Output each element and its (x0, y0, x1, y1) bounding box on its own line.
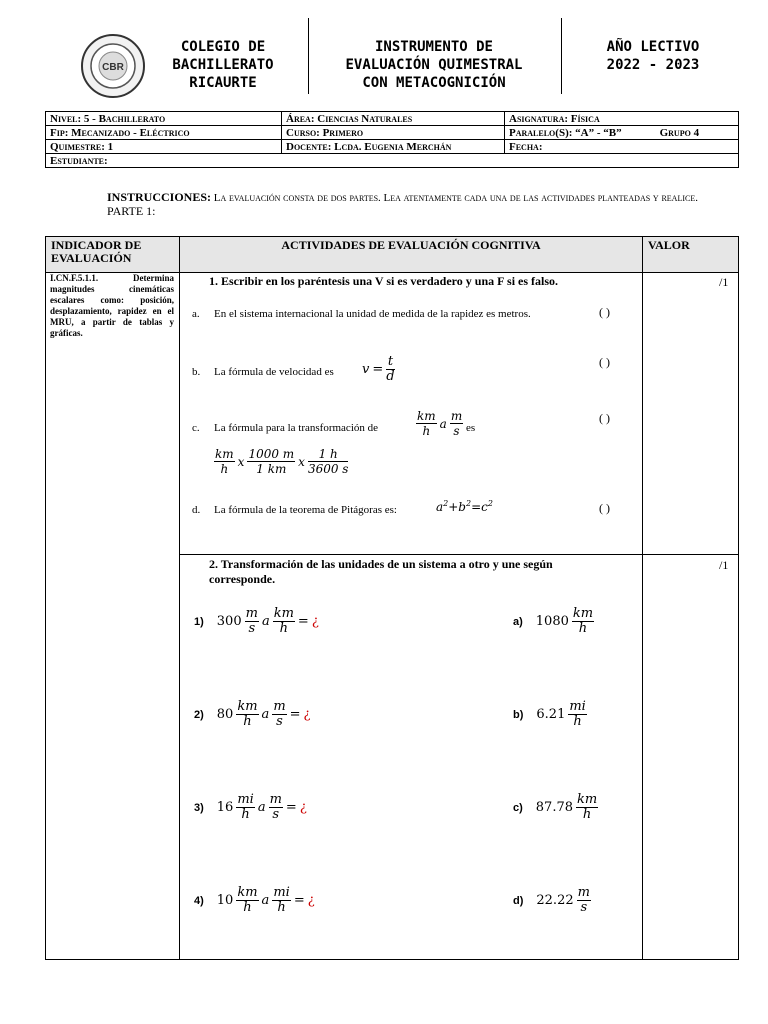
col-indicador: INDICADOR DE EVALUACIÓN (51, 238, 142, 265)
velocity-formula: v = $\frac{t}{d}$ (362, 354, 395, 384)
grupo: Grupo 4 (659, 126, 700, 139)
instrument-title: INSTRUMENTO DE EVALUACIÓN QUIMESTRAL CON METACOGNICIÓN (345, 39, 523, 91)
estudiante[interactable]: Estudiante: (46, 154, 739, 168)
docente: Docente: Lcda. Eugenia Merchán (282, 140, 505, 154)
part-label: PARTE 1: (107, 204, 156, 218)
indicator-text: I.CN.F.5.1.1. Determina magnitudes cinemáticas escalares como: posición, desplazamiento, rapidez en el MRU, a partir de tablas y gráficas. (50, 273, 174, 338)
q2-title: 2. Transformación de las unidades de un sistema a otro y une según corresponde. (209, 557, 553, 586)
conversion-units: $\frac{km}{h}$ a $\frac{m}{s}$ (417, 409, 463, 438)
q2-left-1: 1) 300 $\frac{m}{s}$ a $\frac{km}{h}$ = ¿ (194, 606, 319, 636)
q1-a-label: a. (192, 308, 200, 320)
q1-b-text: La fórmula de velocidad es (214, 366, 334, 378)
q1-b-answer[interactable]: ( ) (599, 355, 610, 369)
col-valor: VALOR (648, 238, 690, 252)
q2-right-b: b) 6.21 $\frac{mi}{h}$ (513, 699, 586, 729)
school-year: AÑO LECTIVO 2022 - 2023 (606, 39, 700, 73)
school-name: COLEGIO DE BACHILLERATO RICAURTE (172, 39, 274, 91)
curso: Curso: Primero (282, 126, 505, 140)
quimestre: Quimestre: 1 (46, 140, 282, 154)
school-logo (80, 33, 146, 99)
info-table (45, 111, 739, 168)
q1-c-text: La fórmula para la transformación de (214, 422, 379, 434)
instructions (107, 191, 737, 218)
q2-left-2: 2) 80 $\frac{km}{h}$ a $\frac{m}{s}$ = ¿ (194, 699, 311, 729)
area: Área: Ciencias Naturales (282, 112, 505, 126)
conversion-formula: $\frac{km}{h}$ x $\frac{1000 m}{1 km}$ x $\frac{1 h}{3600 s}$ (215, 447, 349, 476)
q1-b-label: b. (192, 366, 201, 378)
pythagoras-formula: $a^2+b^2=c^2$ (436, 499, 493, 514)
instructions-text: La evaluación consta de dos partes. Lea atentamente cada una de las actividades planteadas y realice. (213, 192, 698, 204)
q2-right-c: c) 87.78 $\frac{km}{h}$ (513, 792, 598, 822)
instructions-label: INSTRUCCIONES: (107, 190, 212, 204)
q1-c-es: es (466, 422, 476, 434)
q1-valor: /1 (719, 275, 729, 289)
q2-right-d: d) 22.22 $\frac{m}{s}$ (513, 885, 590, 915)
asignatura: Asignatura: Física (505, 112, 739, 126)
q1-d-text: La fórmula de la teorema de Pitágoras es: (214, 504, 397, 516)
q1-c-label: c. (192, 422, 200, 434)
q1-d-label: d. (192, 504, 201, 516)
q1-title: 1. Escribir en los paréntesis una V si es verdadero y una F si es falso. (209, 274, 559, 288)
svg-text:CBR: CBR (102, 62, 124, 73)
q1-c-answer[interactable]: ( ) (599, 411, 610, 425)
col-actividades: ACTIVIDADES DE EVALUACIÓN COGNITIVA (281, 238, 541, 252)
q2-left-4: 4) 10 $\frac{km}{h}$ a $\frac{mi}{h}$ = ¿ (194, 885, 315, 915)
q2-left-3: 3) 16 $\frac{mi}{h}$ a $\frac{m}{s}$ = ¿ (194, 792, 307, 822)
nivel: Nivel: 5 - Bachillerato (46, 112, 282, 126)
fip: Fip: Mecanizado - Eléctrico (46, 126, 282, 140)
q2-valor: /1 (719, 558, 729, 572)
q1-a-text: En el sistema internacional la unidad de medida de la rapidez es metros. (214, 308, 531, 320)
evaluation-table (45, 236, 739, 960)
q1-d-answer[interactable]: ( ) (599, 501, 610, 515)
q2-right-a: a) 1080 $\frac{km}{h}$ (513, 606, 594, 636)
q1-a-answer[interactable]: ( ) (599, 305, 610, 319)
paralelo: Paralelo(S): “A” - “B” Grupo 4 (505, 126, 739, 140)
fecha[interactable]: Fecha: (505, 140, 739, 154)
